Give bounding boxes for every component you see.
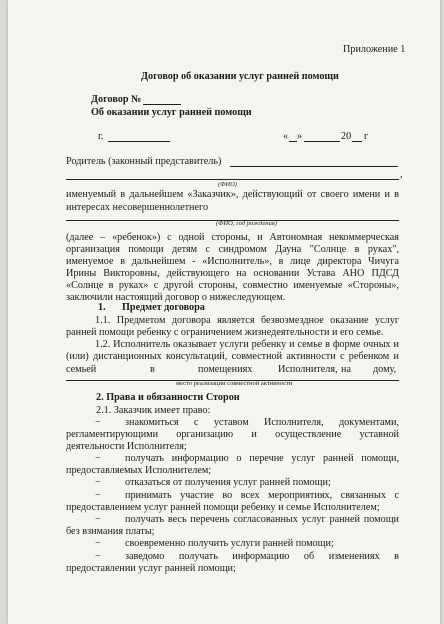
parties-para-line: Ирины Викторовны, действующего на основании Устава АНО ПДСД xyxy=(66,268,399,279)
comma: , xyxy=(400,169,403,180)
document-title: Договор об оказании услуг ранней помощи xyxy=(141,71,339,82)
clause-1-2-word: семьей xyxy=(66,364,97,375)
right-item-line: заведомо получать информацию об изменениях в xyxy=(125,551,399,562)
parties-para-line: заключили настоящий договор о нижеследующем. xyxy=(66,292,286,303)
right-item-line: принимать участие во всех мероприятиях, связанных с xyxy=(125,490,399,501)
right-item-line: получать информацию о перечне услуг ранней помощи, xyxy=(125,453,399,464)
right-item-line: деятельности Исполнителя; xyxy=(66,441,187,452)
contract-number-label: Договор № xyxy=(91,94,142,105)
parent-name-blank xyxy=(230,166,398,167)
city-blank xyxy=(108,141,170,142)
right-item-line: без взимания платы; xyxy=(66,526,155,537)
section-2-title: 2. Права и обязанности Сторон xyxy=(96,392,240,403)
parties-line-2: интересах несовершеннолетнего xyxy=(66,202,209,213)
list-dash: − xyxy=(95,490,101,501)
date-open-quote: « xyxy=(283,131,289,142)
section-1-number: 1. xyxy=(98,302,106,313)
city-label: г. xyxy=(98,131,104,142)
right-item-line: предоставлением услуг ранней помощи ребенку и семье Исполнителем; xyxy=(66,502,380,513)
clause-1-2-word: Исполнителя, xyxy=(278,364,338,375)
parties-para-line: именуемое в дальнейшем - «Исполнитель», в лице директора Чичуга xyxy=(66,256,399,267)
fio-caption: (ФИО) xyxy=(218,181,237,188)
date-close-quote: » xyxy=(297,131,303,142)
right-item-line: предоставлении услуг ранней помощи; xyxy=(66,563,236,574)
right-item-line: предоставляемых Исполнителем; xyxy=(66,465,212,476)
parties-line-1: именуемый в дальнейшем «Заказчик», действующий от своего имени и в xyxy=(66,189,399,200)
list-dash: − xyxy=(95,538,101,549)
clause-1-2-word: на xyxy=(341,364,351,375)
parent-label: Родитель (законный представитель) xyxy=(66,156,222,167)
right-item-line: своевременно получить услуги ранней помощи; xyxy=(125,538,334,549)
document-page xyxy=(8,0,440,624)
date-year-blank xyxy=(352,141,362,142)
section-1-title: Предмет договора xyxy=(122,302,205,313)
date-year-suffix: г xyxy=(364,131,369,142)
clause-1-1-line: 1.1. Предметом договора является безвозмездное оказание услуг xyxy=(95,315,399,326)
list-dash: − xyxy=(95,514,101,525)
list-dash: − xyxy=(95,477,101,488)
contract-number-blank xyxy=(143,104,181,105)
clause-1-2-word: помещениях xyxy=(198,364,253,375)
clause-1-1-line: ранней помощи ребенку с ограничением жизнедеятельности и его семье. xyxy=(66,327,384,338)
list-dash: − xyxy=(95,453,101,464)
child-caption: (ФИО, год рождения) xyxy=(216,220,277,227)
clause-1-2-word: дому, xyxy=(373,364,397,375)
clause-1-2-word: в xyxy=(150,364,155,375)
appendix-label: Приложение 1 xyxy=(343,44,406,55)
section-2-1-title: 2.1. Заказчик имеет право: xyxy=(96,405,211,416)
parties-para-line: «Солнце в руках» с другой стороны, совместно именуемые «Стороны», xyxy=(66,280,399,291)
parent-name-blank-2 xyxy=(66,179,399,180)
clause-1-2-line: (или) дистанционных консультаций, совместной активности с ребенком и xyxy=(66,351,399,362)
clause-1-2-line: 1.2. Исполнитель оказывает услуги ребенку и семье в форме очных и xyxy=(95,339,399,350)
date-month-blank xyxy=(304,141,340,142)
list-dash: − xyxy=(95,551,101,562)
list-dash: − xyxy=(95,417,101,428)
right-item-line: отказаться от получения услуг ранней помощи; xyxy=(125,477,331,488)
parties-para-line: организация помощи детям с синдромом Дауна "Солнце в руках", xyxy=(66,244,399,255)
place-caption: место реализации совместной активности xyxy=(176,380,293,387)
right-item-line: получать весь перечень согласованных услуг ранней помощи xyxy=(125,514,399,525)
date-day-blank xyxy=(289,141,297,142)
right-item-line: знакомиться с уставом Исполнителя, документами, xyxy=(125,417,399,428)
contract-subject: Об оказании услуг ранней помощи xyxy=(91,107,252,118)
parties-para-line: (далее – «ребенок») с одной стороны, и Автономная некоммерческая xyxy=(66,232,399,243)
right-item-line: регламентирующими организацию и осуществление уставной xyxy=(66,429,399,440)
date-year-prefix: 20 xyxy=(341,131,352,142)
